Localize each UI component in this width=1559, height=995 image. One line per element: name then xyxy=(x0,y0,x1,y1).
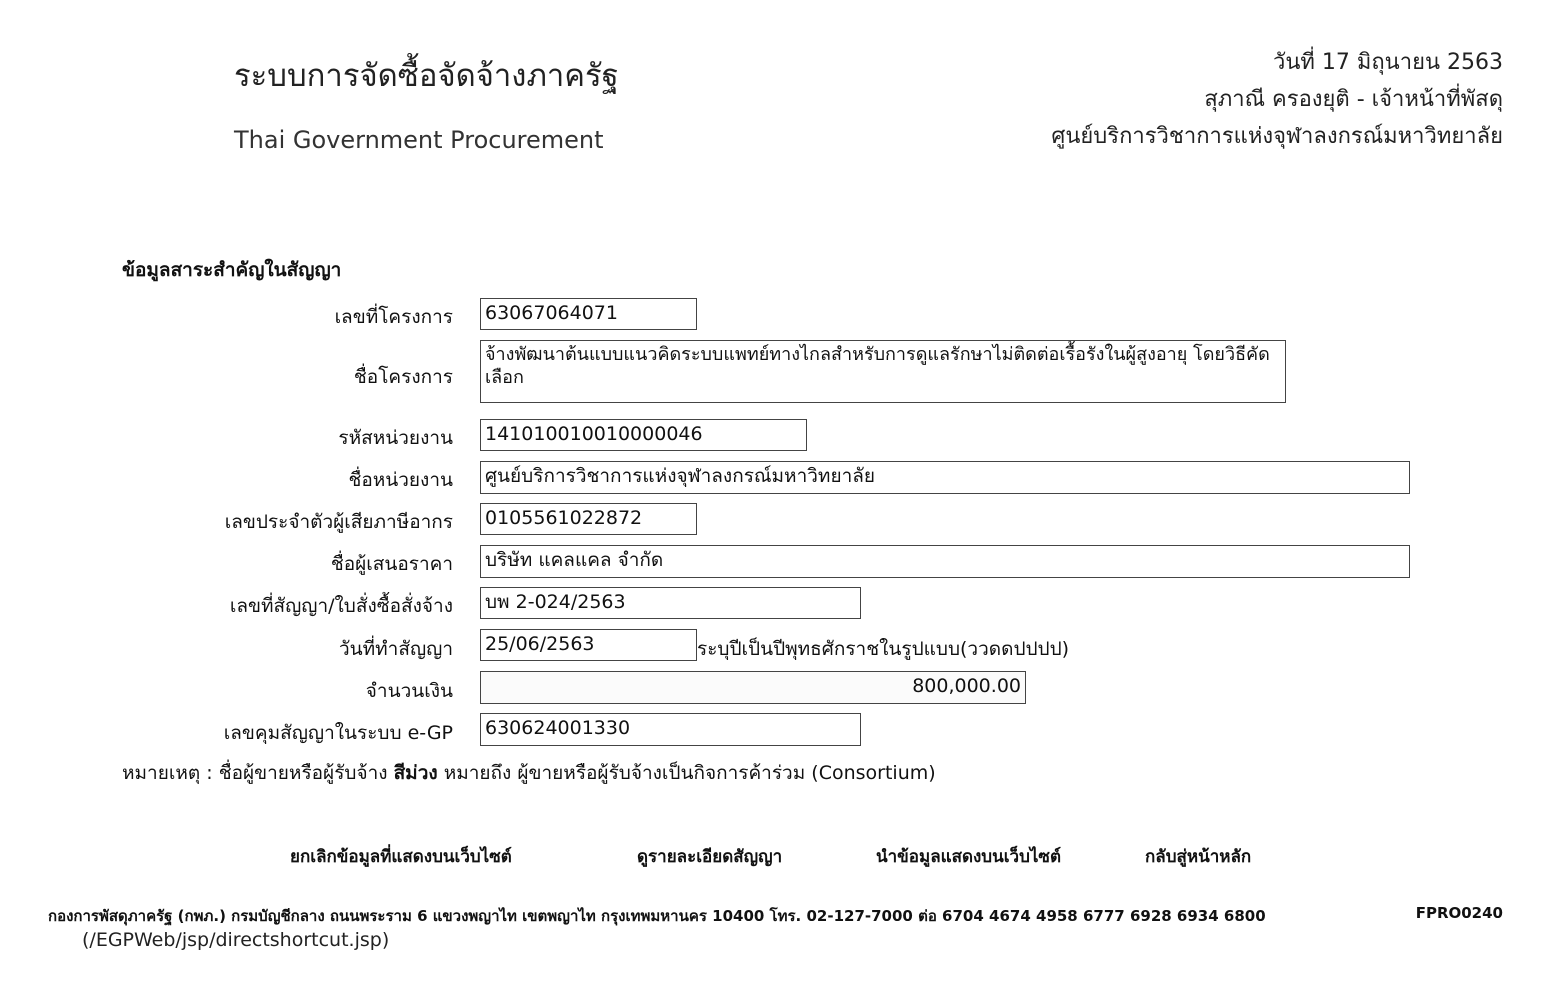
organization-name: ศูนย์บริการวิชาการแห่งจุฬาลงกรณ์มหาวิทยาลัย xyxy=(1051,124,1503,149)
egp-contract-no-label: เลขคุมสัญญาในระบบ e-GP xyxy=(223,722,453,744)
back-to-home-link[interactable]: กลับสู่หน้าหลัก xyxy=(1145,847,1252,867)
header-info xyxy=(1051,44,1503,155)
egp-contract-no-field: 630624001330 xyxy=(480,713,861,746)
agency-name-label: ชื่อหน่วยงาน xyxy=(348,469,453,491)
publish-to-website-link[interactable]: นำข้อมูลแสดงบนเว็บไซต์ xyxy=(876,847,1061,867)
amount-field: 800,000.00 xyxy=(480,671,1026,704)
project-name-label: ชื่อโครงการ xyxy=(353,366,453,388)
bidder-name-field: บริษัท แคลแคล จำกัด xyxy=(480,545,1410,578)
tax-id-field: 0105561022872 xyxy=(480,503,697,535)
section-title: ข้อมูลสาระสำคัญในสัญญา xyxy=(122,259,342,281)
contract-date-field: 25/06/2563 xyxy=(480,629,697,661)
amount-label: จำนวนเงิน xyxy=(365,680,453,702)
project-no-label: เลขที่โครงการ xyxy=(334,306,453,328)
tax-id-label: เลขประจำตัวผู้เสียภาษีอากร xyxy=(224,511,453,533)
consortium-note xyxy=(122,758,936,788)
agency-name-field: ศูนย์บริการวิชาการแห่งจุฬาลงกรณ์มหาวิทยาลัย xyxy=(480,461,1410,494)
page-url: (/EGPWeb/jsp/directshortcut.jsp) xyxy=(82,929,390,951)
contract-date-label: วันที่ทำสัญญา xyxy=(338,638,453,660)
note-suffix: หมายถึง ผู้ขายหรือผู้รับจ้างเป็นกิจการค้าร่วม (Consortium) xyxy=(437,762,936,784)
project-no-field: 63067064071 xyxy=(480,298,697,330)
agency-code-field: 141010010010000046 xyxy=(480,419,807,451)
officer-name: สุภาณี ครองยุติ - เจ้าหน้าที่พัสดุ xyxy=(1204,87,1503,112)
cancel-publish-link[interactable]: ยกเลิกข้อมูลที่แสดงบนเว็บไซต์ xyxy=(290,847,512,867)
footer-address: กองการพัสดุภาครัฐ (กพภ.) กรมบัญชีกลาง ถนนพระราม 6 แขวงพญาไท เขตพญาไท กรุงเทพมหานคร 10400 โทร. 02-127-7000 ต่อ 6704 4674 4958 6777 6928 6934 6800 xyxy=(48,907,1266,925)
project-name-field: จ้างพัฒนาต้นแบบแนวคิดระบบแพทย์ทางไกลสำหรับการดูแลรักษาไม่ติดต่อเรื้อรังในผู้สูงอายุ โดยวิธีคัดเลือก xyxy=(480,340,1286,403)
agency-code-label: รหัสหน่วยงาน xyxy=(338,427,453,449)
contract-date-hint: ระบุปีเป็นปีพุทธศักราชในรูปแบบ(ววดดปปปป) xyxy=(697,638,1070,660)
contract-no-label: เลขที่สัญญา/ใบสั่งซื้อสั่งจ้าง xyxy=(229,595,453,617)
report-date: วันที่ 17 มิถุนายน 2563 xyxy=(1272,50,1503,75)
page-title-thai: ระบบการจัดซื้อจัดจ้างภาครัฐ xyxy=(234,58,619,94)
view-contract-detail-link[interactable]: ดูรายละเอียดสัญญา xyxy=(637,847,783,867)
form-code: FPRO0240 xyxy=(1415,904,1503,922)
note-prefix: หมายเหตุ : ชื่อผู้ขายหรือผู้รับจ้าง xyxy=(122,762,394,784)
note-emphasis: สีม่วง xyxy=(393,762,438,784)
bidder-name-label: ชื่อผู้เสนอราคา xyxy=(330,553,453,575)
contract-no-field: บพ 2-024/2563 xyxy=(480,587,861,619)
page-title-english: Thai Government Procurement xyxy=(234,126,604,154)
